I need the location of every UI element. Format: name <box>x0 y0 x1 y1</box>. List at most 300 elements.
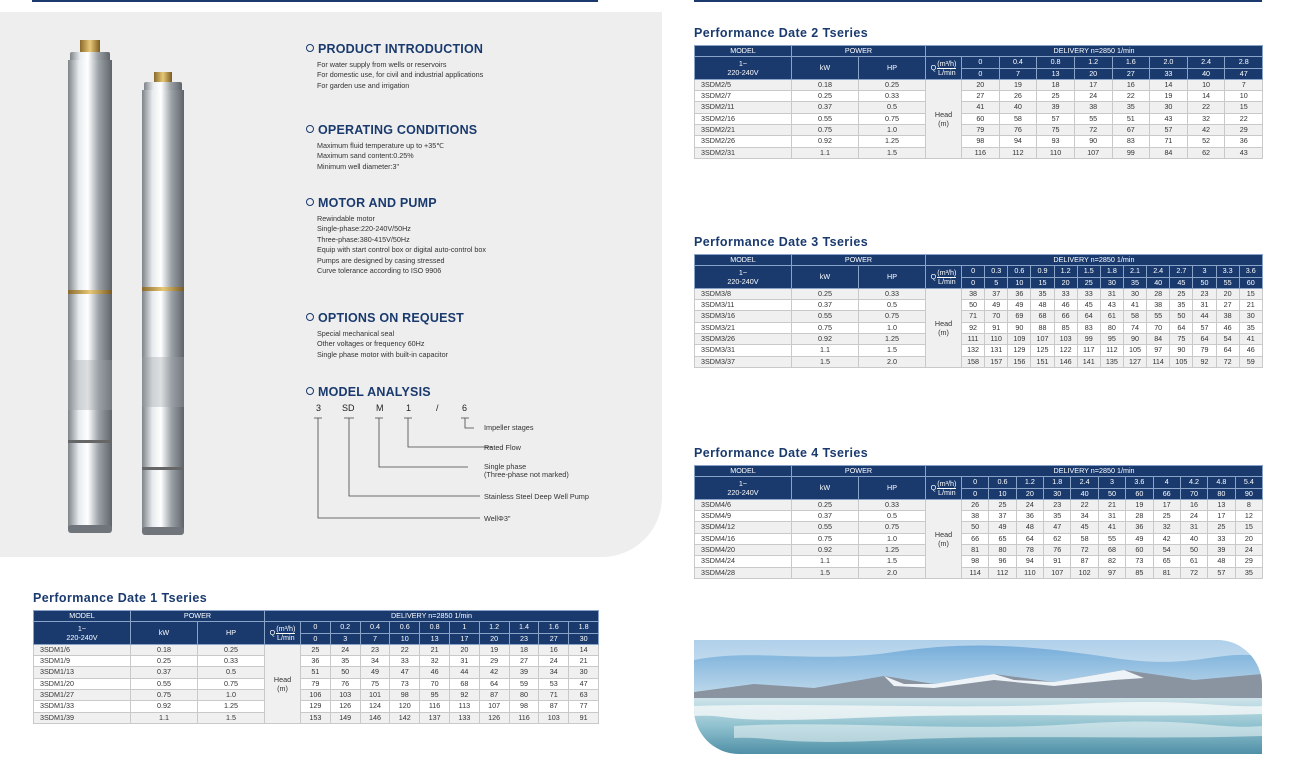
hp-cell: 0.5 <box>859 300 926 311</box>
flow-lmin-cell: 35 <box>1123 277 1146 288</box>
head-value-cell: 142 <box>390 712 420 723</box>
flow-m3h-cell: 0 <box>962 266 985 277</box>
kw-cell: 0.75 <box>792 125 859 136</box>
head-value-cell: 35 <box>1170 300 1193 311</box>
head-value-cell: 25 <box>1170 288 1193 299</box>
head-value-cell: 124 <box>360 701 390 712</box>
head-value-cell: 41 <box>1098 522 1125 533</box>
q-units <box>937 480 956 497</box>
flow-lmin-cell: 70 <box>1180 488 1207 499</box>
head-value-cell: 33 <box>1077 288 1100 299</box>
flow-lmin-cell: 10 <box>989 488 1016 499</box>
head-value-cell: 55 <box>1074 113 1112 124</box>
head-value-cell: 94 <box>999 136 1037 147</box>
head-value-cell: 20 <box>1235 533 1262 544</box>
performance-table <box>694 254 1263 368</box>
head-value-cell: 146 <box>360 712 390 723</box>
head-value-cell: 34 <box>1071 511 1098 522</box>
head-value-cell: 54 <box>1153 545 1180 556</box>
kw-cell: 0.18 <box>131 644 198 655</box>
q-units <box>276 625 295 642</box>
flow-lmin-cell: 55 <box>1216 277 1239 288</box>
kw-cell: 0.75 <box>792 533 859 544</box>
performance-table-2 <box>694 26 1263 159</box>
model-analysis <box>306 385 431 399</box>
text-line: For domestic use, for civil and industrial applications <box>317 70 484 80</box>
flow-m3h-cell: 2.7 <box>1170 266 1193 277</box>
head-value-cell: 31 <box>1098 511 1125 522</box>
motor-and-pump <box>306 196 486 276</box>
head-value-cell: 91 <box>1044 556 1071 567</box>
q-header <box>265 622 301 645</box>
flow-m3h-cell: 0 <box>962 57 1000 68</box>
flow-lmin-cell: 66 <box>1153 488 1180 499</box>
flow-lmin-cell: 20 <box>1054 277 1077 288</box>
flow-m3h-row <box>695 266 1263 277</box>
head-value-cell: 158 <box>962 356 985 367</box>
model-cell: 3SDM1/27 <box>34 690 131 701</box>
model-cell: 3SDM3/37 <box>695 356 792 367</box>
head-value-cell: 93 <box>1037 136 1075 147</box>
hp-cell: 0.33 <box>859 499 926 510</box>
head-value-cell: 81 <box>1153 567 1180 578</box>
hp-cell: 0.75 <box>859 522 926 533</box>
head-value-cell: 94 <box>1016 556 1043 567</box>
table-row <box>34 712 599 723</box>
head-value-cell: 18 <box>1037 79 1075 90</box>
text-line: Equip with start control box or digital auto-control box <box>317 245 486 255</box>
label-rated-flow: Rated Flow <box>484 443 521 452</box>
hp-cell: 0.25 <box>859 79 926 90</box>
head-value-cell: 81 <box>962 545 989 556</box>
head-value-cell: 30 <box>569 667 599 678</box>
head-value-cell: 75 <box>360 678 390 689</box>
flow-m3h-cell: 0 <box>301 622 331 633</box>
text-line: Minimum well diameter:3" <box>317 161 400 171</box>
flow-m3h-cell: 0.8 <box>420 622 450 633</box>
kw-cell: 1.5 <box>792 356 859 367</box>
hp-cell: 0.75 <box>198 678 265 689</box>
text-line: Three-phase:380-415V/50Hz <box>317 234 410 244</box>
head-value-cell: 22 <box>1112 91 1150 102</box>
head-value-cell: 149 <box>330 712 360 723</box>
head-value-cell: 28 <box>1126 511 1153 522</box>
q-symbol: Q <box>930 482 937 492</box>
pump-large-image <box>60 40 120 540</box>
table-row <box>695 79 1263 90</box>
hp-cell: 0.33 <box>198 656 265 667</box>
head-value-cell: 19 <box>1150 91 1188 102</box>
head-value-cell: 129 <box>301 701 331 712</box>
flow-lmin-cell: 20 <box>1016 488 1043 499</box>
head-value-cell: 90 <box>1074 136 1112 147</box>
flow-m3h-cell: 2.0 <box>1150 57 1188 68</box>
q-units <box>937 269 956 286</box>
head-value-cell: 71 <box>962 311 985 322</box>
head-value-cell: 29 <box>1225 125 1263 136</box>
flow-lmin-cell: 17 <box>449 633 479 644</box>
head-value-cell: 79 <box>301 678 331 689</box>
head-value-cell: 95 <box>420 690 450 701</box>
head-value-cell: 107 <box>479 701 509 712</box>
head-value-cell: 34 <box>539 667 569 678</box>
q-symbol: Q <box>930 62 937 72</box>
head-value-cell: 22 <box>1187 102 1225 113</box>
head-value-cell: 24 <box>1180 511 1207 522</box>
flow-m3h-cell: 2.4 <box>1187 57 1225 68</box>
head-value-cell: 13 <box>1208 499 1235 510</box>
hp-cell: 0.33 <box>859 288 926 299</box>
head-value-cell: 64 <box>479 678 509 689</box>
head-value-cell: 41 <box>1123 300 1146 311</box>
hp-cell: 1.25 <box>859 334 926 345</box>
label-well-diameter: WellΦ3" <box>484 514 511 523</box>
head-value-cell: 29 <box>1235 556 1262 567</box>
head-value-cell: 39 <box>509 667 539 678</box>
head-value-cell: 114 <box>1147 356 1170 367</box>
hp-cell: 0.5 <box>859 511 926 522</box>
model-header: MODEL <box>695 255 792 266</box>
flow-lmin-cell: 10 <box>1008 277 1031 288</box>
head-value-cell: 83 <box>1112 136 1150 147</box>
flow-lmin-cell: 50 <box>1098 488 1125 499</box>
head-value-cell: 19 <box>479 644 509 655</box>
table-row <box>695 533 1263 544</box>
head-value-cell: 120 <box>390 701 420 712</box>
hp-cell: 1.5 <box>859 147 926 158</box>
flow-m3h-cell: 1.8 <box>569 622 599 633</box>
head-value-cell: 16 <box>1112 79 1150 90</box>
flow-lmin-cell: 7 <box>360 633 390 644</box>
pump-small-image <box>136 72 190 542</box>
head-value-cell: 101 <box>360 690 390 701</box>
flow-m3h-cell: 3 <box>1193 266 1216 277</box>
flow-lmin-cell: 27 <box>539 633 569 644</box>
head-value-cell: 36 <box>1126 522 1153 533</box>
kw-cell: 0.75 <box>792 322 859 333</box>
model-cell: 3SDM1/33 <box>34 701 131 712</box>
kw-cell: 1.1 <box>792 556 859 567</box>
model-cell: 3SDM3/8 <box>695 288 792 299</box>
flow-m3h-cell: 2.4 <box>1147 266 1170 277</box>
header-row <box>695 466 1263 477</box>
flow-lmin-cell: 30 <box>569 633 599 644</box>
head-value-cell: 57 <box>1208 567 1235 578</box>
voltage-label: 220-240V <box>66 633 98 643</box>
head-value-cell: 127 <box>1123 356 1146 367</box>
head-value-cell: 129 <box>1008 345 1031 356</box>
head-value-cell: 41 <box>962 102 1000 113</box>
model-header: MODEL <box>34 611 131 622</box>
model-header: MODEL <box>695 46 792 57</box>
head-value-cell: 65 <box>989 533 1016 544</box>
table-row <box>695 322 1263 333</box>
head-value-cell: 50 <box>1170 311 1193 322</box>
head-value-cell: 73 <box>390 678 420 689</box>
head-value-cell: 16 <box>1180 499 1207 510</box>
head-value-cell: 36 <box>1225 136 1263 147</box>
table-row <box>695 545 1263 556</box>
flow-m3h-cell: 2.4 <box>1071 477 1098 488</box>
code-part-slash: / <box>436 403 439 413</box>
kw-cell: 0.37 <box>792 102 859 113</box>
head-value-cell: 21 <box>1098 499 1125 510</box>
head-value-cell: 25 <box>301 644 331 655</box>
head-value-cell: 77 <box>569 701 599 712</box>
head-value-cell: 32 <box>420 656 450 667</box>
head-value-cell: 75 <box>1170 334 1193 345</box>
head-value-cell: 34 <box>360 656 390 667</box>
head-label: Head <box>934 529 953 539</box>
flow-lmin-cell: 40 <box>1187 68 1225 79</box>
head-value-cell: 68 <box>1098 545 1125 556</box>
head-value-cell: 49 <box>989 522 1016 533</box>
head-value-cell: 97 <box>1098 567 1125 578</box>
head-value-cell: 91 <box>569 712 599 723</box>
head-value-cell: 80 <box>509 690 539 701</box>
table-row <box>695 147 1263 158</box>
model-cell: 3SDM2/26 <box>695 136 792 147</box>
head-value-cell: 20 <box>1216 288 1239 299</box>
flow-m3h-cell: 0.4 <box>999 57 1037 68</box>
head-value-cell: 46 <box>1239 345 1262 356</box>
model-cell: 3SDM2/16 <box>695 113 792 124</box>
model-cell: 3SDM2/7 <box>695 91 792 102</box>
head-label-cell <box>926 288 962 367</box>
table-row <box>695 334 1263 345</box>
head-value-cell: 27 <box>509 656 539 667</box>
model-cell: 3SDM3/16 <box>695 311 792 322</box>
kw-cell: 1.1 <box>131 712 198 723</box>
head-value-cell: 58 <box>1123 311 1146 322</box>
label-three-phase-note: (Three-phase not marked) <box>484 470 569 479</box>
flow-lmin-cell: 33 <box>1150 68 1188 79</box>
head-value-cell: 35 <box>330 656 360 667</box>
head-value-cell: 23 <box>1044 499 1071 510</box>
head-value-cell: 31 <box>1100 288 1123 299</box>
head-value-cell: 38 <box>1074 102 1112 113</box>
table-title: Performance Date 2 Tseries <box>694 26 869 40</box>
head-value-cell: 156 <box>1008 356 1031 367</box>
table-row <box>695 91 1263 102</box>
q-symbol: Q <box>269 627 276 637</box>
head-value-cell: 103 <box>539 712 569 723</box>
table-row <box>34 656 599 667</box>
head-value-cell: 31 <box>1180 522 1207 533</box>
flow-lmin-cell: 0 <box>301 633 331 644</box>
hp-cell: 1.5 <box>859 345 926 356</box>
head-value-cell: 36 <box>301 656 331 667</box>
hp-cell: 0.33 <box>859 91 926 102</box>
q-header <box>926 266 962 289</box>
phase-label: 1~ <box>77 624 87 634</box>
head-value-cell: 55 <box>1098 533 1125 544</box>
model-cell: 3SDM4/9 <box>695 511 792 522</box>
head-value-cell: 45 <box>1077 300 1100 311</box>
hp-cell: 0.75 <box>859 311 926 322</box>
head-value-cell: 66 <box>1054 311 1077 322</box>
head-value-cell: 85 <box>1054 322 1077 333</box>
table-row <box>695 288 1263 299</box>
voltage-header <box>695 266 792 289</box>
flow-lmin-cell: 13 <box>420 633 450 644</box>
flow-lmin-cell: 60 <box>1126 488 1153 499</box>
head-value-cell: 57 <box>1150 125 1188 136</box>
model-cell: 3SDM2/31 <box>695 147 792 158</box>
q-header <box>926 57 962 80</box>
head-value-cell: 116 <box>509 712 539 723</box>
unit-lmin: L/min <box>277 632 295 642</box>
head-value-cell: 131 <box>985 345 1008 356</box>
kw-header: kW <box>792 477 859 500</box>
flow-m3h-cell: 3.6 <box>1126 477 1153 488</box>
kw-cell: 0.37 <box>792 300 859 311</box>
head-value-cell: 24 <box>1074 91 1112 102</box>
head-value-cell: 14 <box>1187 91 1225 102</box>
head-value-cell: 51 <box>301 667 331 678</box>
head-value-cell: 98 <box>509 701 539 712</box>
head-value-cell: 17 <box>1208 511 1235 522</box>
head-unit: (m) <box>938 538 949 548</box>
text-line: Maximum fluid temperature up to +35℃ <box>317 141 445 150</box>
head-value-cell: 20 <box>962 79 1000 90</box>
flow-lmin-cell: 0 <box>962 488 989 499</box>
head-value-cell: 78 <box>1016 545 1043 556</box>
flow-m3h-cell: 1.6 <box>1112 57 1150 68</box>
flow-lmin-cell: 60 <box>1239 277 1262 288</box>
head-value-cell: 47 <box>569 678 599 689</box>
table-title: Performance Date 4 Tseries <box>694 446 869 460</box>
head-value-cell: 151 <box>1031 356 1054 367</box>
head-value-cell: 35 <box>1044 511 1071 522</box>
hp-header: HP <box>859 266 926 289</box>
head-value-cell: 99 <box>1112 147 1150 158</box>
head-value-cell: 72 <box>1180 567 1207 578</box>
kw-cell: 0.92 <box>792 136 859 147</box>
head-value-cell: 92 <box>1193 356 1216 367</box>
kw-cell: 0.92 <box>792 545 859 556</box>
head-value-cell: 126 <box>330 701 360 712</box>
head-value-cell: 26 <box>962 499 989 510</box>
table-row <box>34 678 599 689</box>
head-value-cell: 61 <box>1100 311 1123 322</box>
flow-m3h-cell: 0 <box>962 477 989 488</box>
head-value-cell: 76 <box>1044 545 1071 556</box>
head-value-cell: 17 <box>1153 499 1180 510</box>
head-value-cell: 49 <box>1126 533 1153 544</box>
bullet-icon <box>306 44 314 52</box>
text-line: For water supply from wells or reservoirs <box>317 60 447 69</box>
text-line: Maximum sand content:0.25% <box>317 151 414 161</box>
head-value-cell: 88 <box>1031 322 1054 333</box>
head-value-cell: 52 <box>1187 136 1225 147</box>
unit-lmin: L/min <box>938 67 956 77</box>
flow-m3h-cell: 0.9 <box>1031 266 1054 277</box>
head-value-cell: 98 <box>962 136 1000 147</box>
head-value-cell: 14 <box>569 644 599 655</box>
flow-m3h-cell: 1.5 <box>1077 266 1100 277</box>
head-value-cell: 50 <box>962 300 985 311</box>
code-part-type: SD <box>342 403 355 413</box>
flow-lmin-cell: 80 <box>1208 488 1235 499</box>
code-part-diameter: 3 <box>316 403 322 413</box>
head-value-cell: 35 <box>1235 567 1262 578</box>
q-unit <box>270 625 296 642</box>
head-value-cell: 72 <box>1071 545 1098 556</box>
table-title: Performance Date 3 Tseries <box>694 235 869 249</box>
flow-m3h-row <box>695 477 1263 488</box>
head-value-cell: 15 <box>1225 102 1263 113</box>
section-title: MODEL ANALYSIS <box>306 385 431 399</box>
hp-cell: 2.0 <box>859 356 926 367</box>
head-value-cell: 26 <box>999 91 1037 102</box>
head-value-cell: 79 <box>962 125 1000 136</box>
head-value-cell: 45 <box>1071 522 1098 533</box>
kw-cell: 1.1 <box>792 345 859 356</box>
flow-m3h-cell: 1.2 <box>1016 477 1043 488</box>
voltage-label: 220-240V <box>727 68 759 78</box>
phase-label: 1~ <box>738 479 748 489</box>
flow-m3h-cell: 0.4 <box>360 622 390 633</box>
head-value-cell: 105 <box>1123 345 1146 356</box>
head-value-cell: 133 <box>449 712 479 723</box>
head-value-cell: 25 <box>989 499 1016 510</box>
performance-table-1 <box>33 591 599 724</box>
hp-cell: 1.25 <box>859 545 926 556</box>
head-value-cell: 41 <box>1239 334 1262 345</box>
flow-m3h-row <box>695 57 1263 68</box>
head-value-cell: 68 <box>449 678 479 689</box>
head-value-cell: 36 <box>1008 288 1031 299</box>
flow-m3h-cell: 4.2 <box>1180 477 1207 488</box>
head-value-cell: 64 <box>1216 345 1239 356</box>
flow-m3h-cell: 2.1 <box>1123 266 1146 277</box>
head-label: Head <box>273 674 292 684</box>
head-value-cell: 49 <box>1008 300 1031 311</box>
flow-lmin-cell: 10 <box>390 633 420 644</box>
head-value-cell: 24 <box>539 656 569 667</box>
head-value-cell: 50 <box>1180 545 1207 556</box>
table-row <box>695 499 1263 510</box>
head-value-cell: 114 <box>962 567 989 578</box>
head-value-cell: 8 <box>1235 499 1262 510</box>
kw-cell: 1.5 <box>792 567 859 578</box>
flow-lmin-cell: 47 <box>1225 68 1263 79</box>
head-value-cell: 47 <box>1044 522 1071 533</box>
kw-cell: 0.55 <box>792 113 859 124</box>
head-value-cell: 22 <box>390 644 420 655</box>
flow-lmin-cell: 40 <box>1147 277 1170 288</box>
model-cell: 3SDM4/12 <box>695 522 792 533</box>
head-value-cell: 22 <box>1225 113 1263 124</box>
head-value-cell: 84 <box>1150 147 1188 158</box>
head-value-cell: 98 <box>962 556 989 567</box>
q-unit <box>931 480 957 497</box>
head-value-cell: 40 <box>999 102 1037 113</box>
head-value-cell: 30 <box>1239 311 1262 322</box>
flow-m3h-cell: 0.3 <box>985 266 1008 277</box>
flow-m3h-cell: 1.2 <box>479 622 509 633</box>
head-value-cell: 87 <box>1071 556 1098 567</box>
flow-lmin-cell: 23 <box>509 633 539 644</box>
head-value-cell: 71 <box>1150 136 1188 147</box>
head-value-cell: 19 <box>1126 499 1153 510</box>
q-unit <box>931 60 957 77</box>
performance-table <box>33 610 599 724</box>
kw-cell: 0.25 <box>792 499 859 510</box>
head-value-cell: 50 <box>330 667 360 678</box>
head-value-cell: 31 <box>449 656 479 667</box>
